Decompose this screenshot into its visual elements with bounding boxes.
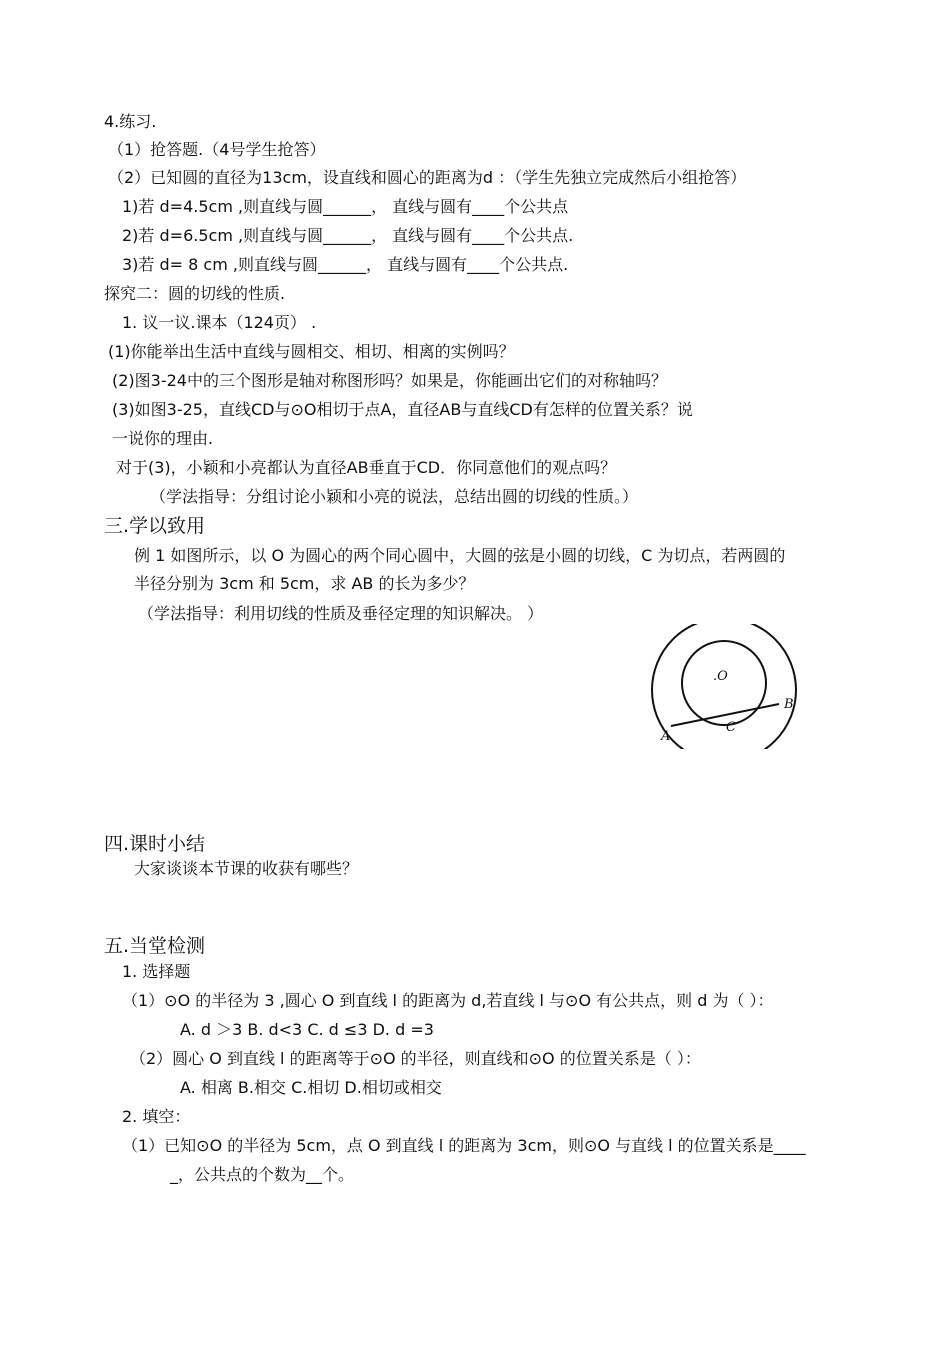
practice-q2: （2）已知圆的直径为13cm，设直线和圆心的距离为d ：（学生先独立完成然后小组抢答） [108,168,747,187]
practice-item-3: 3)若 d= 8 cm ,则直线与圆______， 直线与圆有____个公共点. [122,255,569,274]
explore2-discuss: 1. 议一议.课本（124页） . [122,313,317,332]
practice-item-1: 1)若 d=4.5cm ,则直线与圆______， 直线与圆有____个公共点 [122,197,569,216]
practice-q1: （1）抢答题.（4号学生抢答） [108,140,326,159]
choice-q2: （2）圆心 O 到直线 l 的距离等于⊙O 的半径，则直线和⊙O 的位置关系是（ ）： [130,1049,701,1068]
example-line2: 半径分别为 3cm 和 5cm，求 AB 的长为多少？ [134,574,475,593]
label-a: A [661,729,671,744]
explore2-q2: (2)图3-24中的三个图形是轴对称图形吗？如果是，你能画出它们的对称轴吗？ [112,371,667,390]
section4-heading: 四.课时小结 [104,833,206,855]
choice-q1: （1）⊙O 的半径为 3 ,圆心 O 到直线 l 的距离为 d,若直线 l 与⊙O 有公共点，则 d 为（ ）： [122,991,774,1010]
label-o: .O [713,669,728,684]
choice-q2-options: A. 相离 B.相交 C.相切 D.相切或相交 [180,1078,442,1097]
chord-ab [671,704,779,726]
practice-heading: 4.练习. [104,112,157,131]
section4-text: 大家谈谈本节课的收获有哪些？ [134,859,359,878]
fill-q1-line1: （1）已知⊙O 的半径为 5cm，点 O 到直线 l 的距离为 3cm，则⊙O 与直线 l 的位置关系是____ [122,1136,806,1155]
explore2-q3-line1: (3)如图3-25，直线CD与⊙O相切于点A，直径AB与直线CD有怎样的位置关系？说 [112,400,693,419]
section5-heading: 五.当堂检测 [104,935,206,957]
explore2-guide: （学法指导：分组讨论小颖和小亮的说法，总结出圆的切线的性质。） [150,487,639,506]
concentric-circles-figure [648,624,818,749]
label-c: C [726,720,736,735]
label-b: B [784,697,794,712]
choice-title: 1. 选择题 [122,962,191,981]
explore2-q4: 对于(3)，小颖和小亮都认为直径AB垂直于CD．你同意他们的观点吗？ [116,458,617,477]
choice-q1-options: A. d ＞3 B. d<3 C. d ≤3 D. d =3 [180,1020,434,1039]
practice-item-2: 2)若 d=6.5cm ,则直线与圆______， 直线与圆有____个公共点. [122,226,574,245]
explore2-q3-line2: 一说你的理由. [112,429,214,448]
outer-circle [652,624,796,749]
fill-title: 2. 填空： [122,1107,191,1126]
explore2-title: 探究二：圆的切线的性质. [104,284,286,303]
fill-q1-line2: _，公共点的个数为__个。 [170,1165,355,1184]
explore2-q1: (1)你能举出生活中直线与圆相交、相切、相离的实例吗？ [108,342,515,361]
section3-heading: 三.学以致用 [104,515,206,537]
example-line1: 例 1 如图所示，以 O 为圆心的两个同心圆中，大圆的弦是小圆的切线，C 为切点，若两圆的 [134,546,786,565]
example-guide: （学法指导：利用切线的性质及垂径定理的知识解决。 ） [138,604,544,623]
